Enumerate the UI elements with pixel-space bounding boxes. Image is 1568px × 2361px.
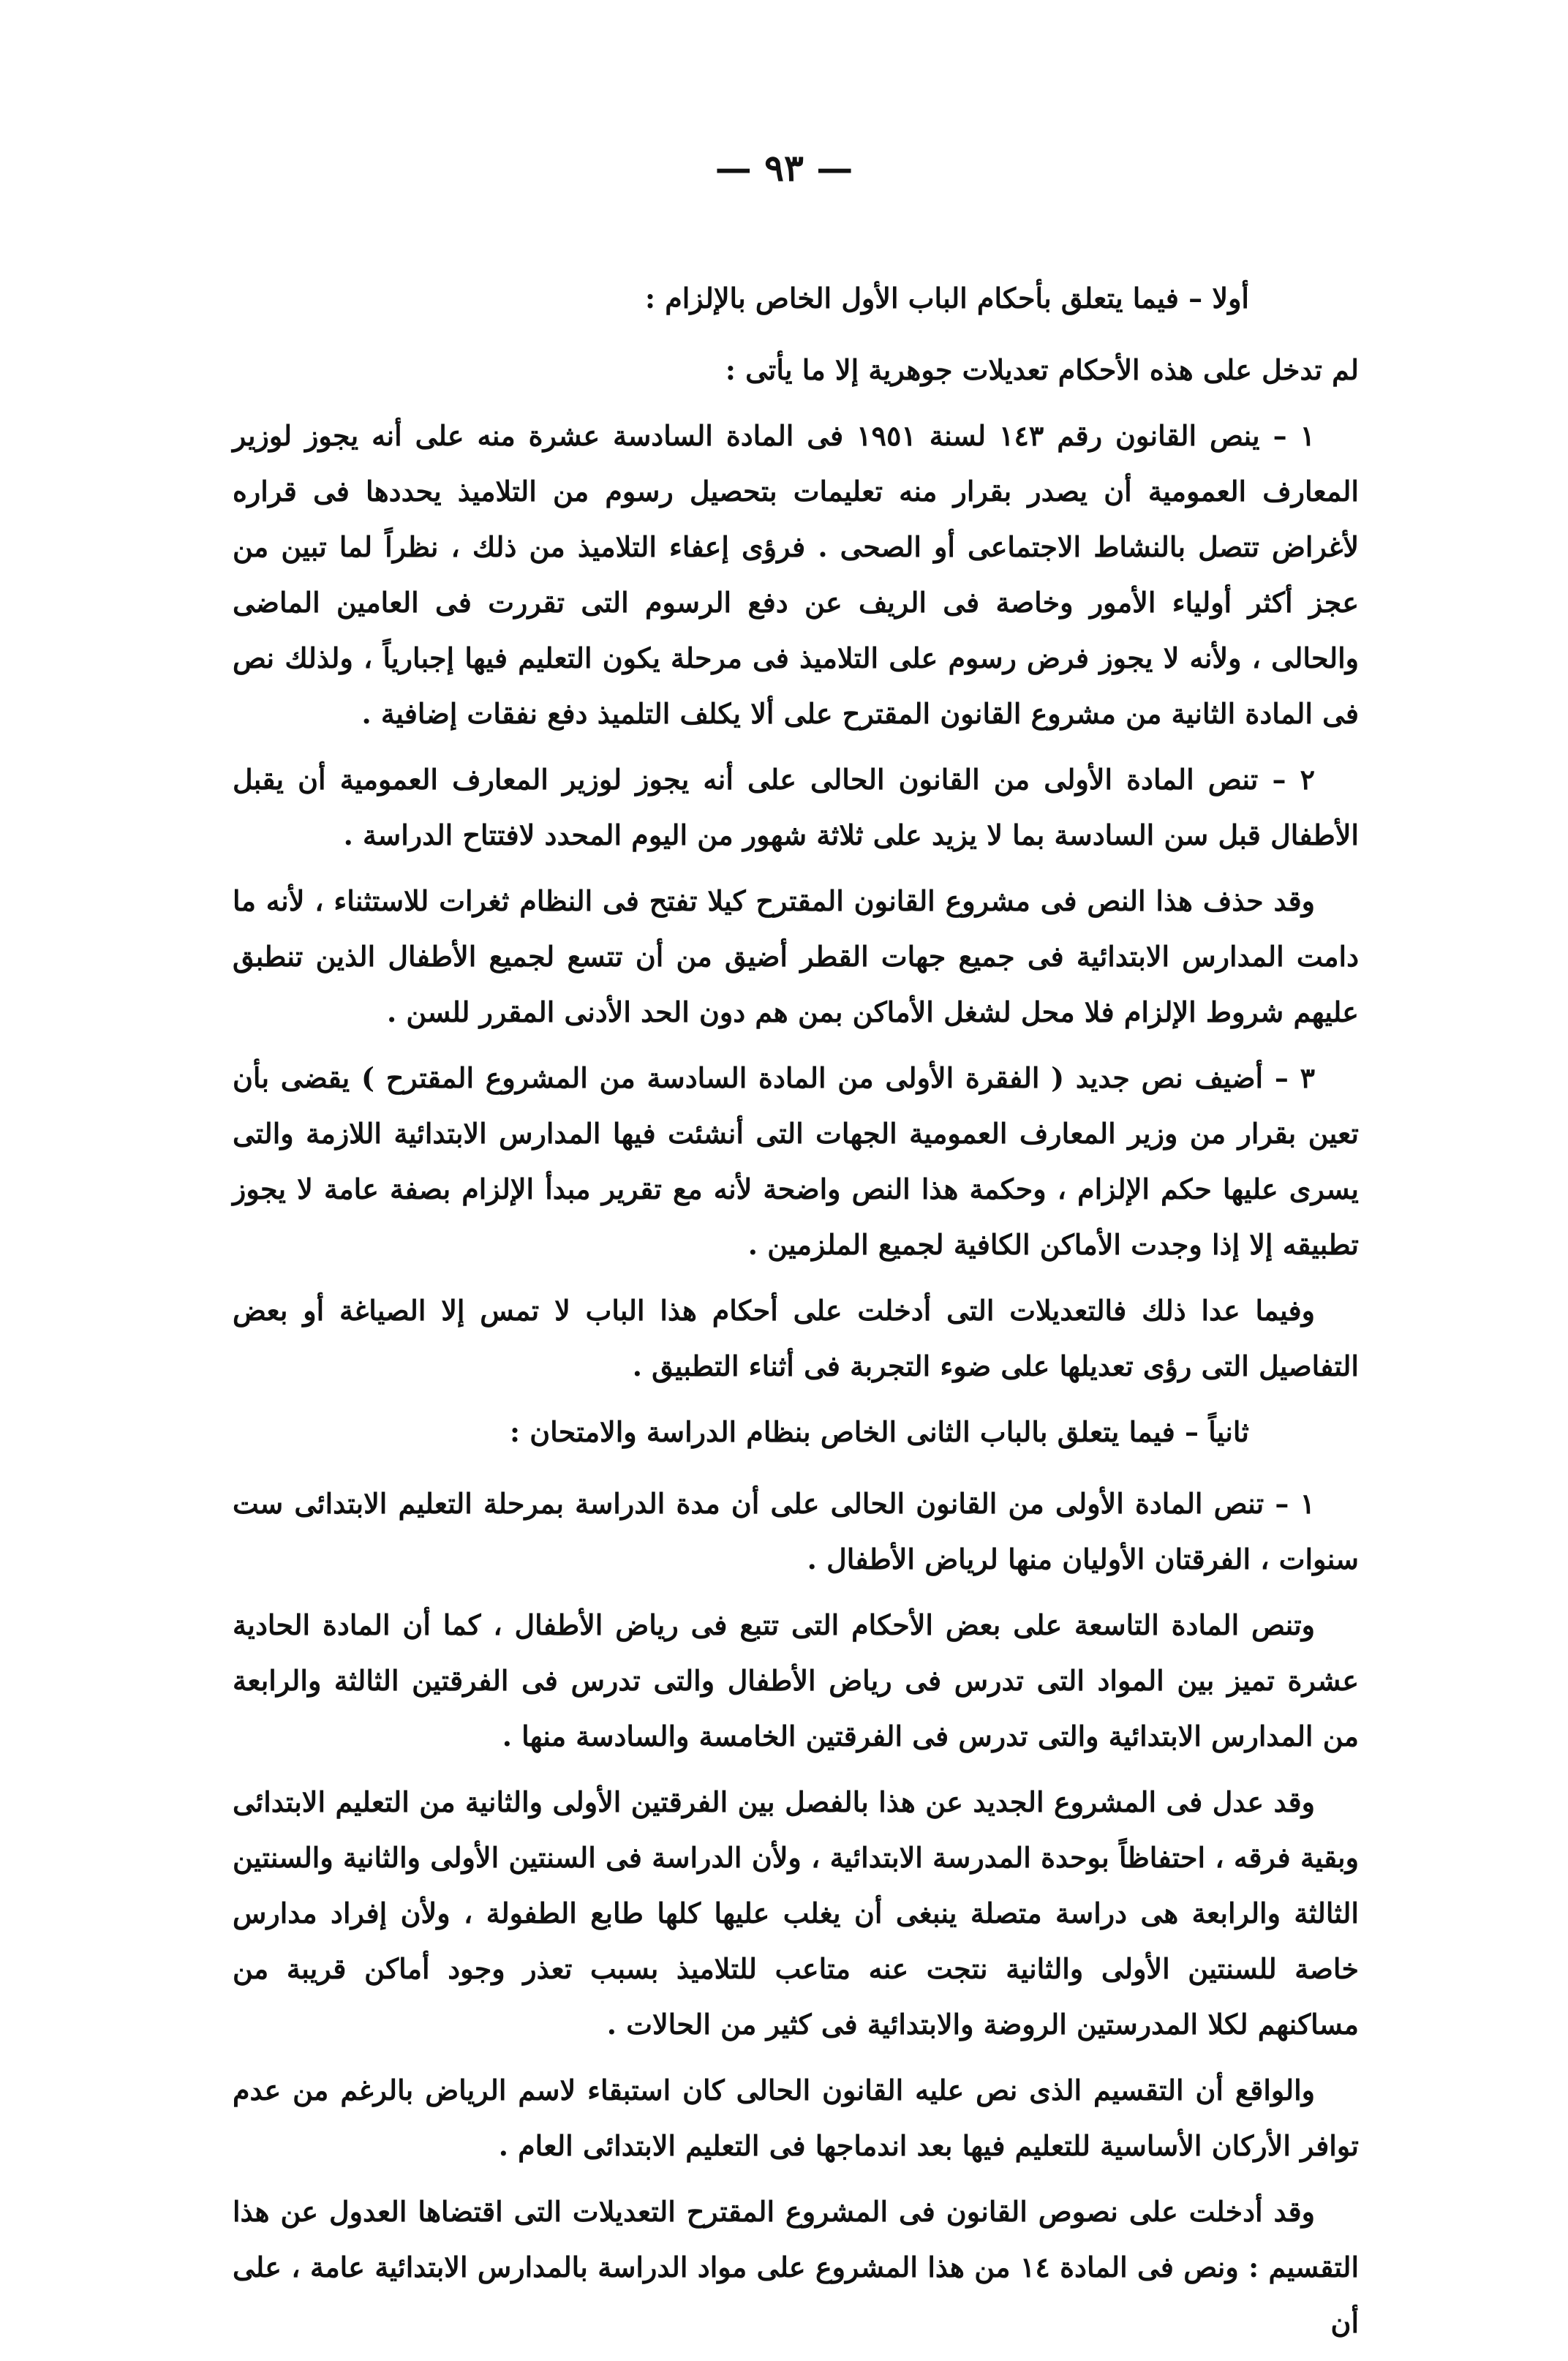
paragraph: والواقع أن التقسيم الذى نص عليه القانون الحالى كان استبقاء لاسم الرياض بالرغم من عدم توافر الأركان الأساسية للتعليم فيها بعد اندماجها فى التعليم الابتدائى العام . [233,2074,1359,2162]
paragraph: وتنص المادة التاسعة على بعض الأحكام التى تتبع فى رياض الأطفال ، كما أن المادة الحادية عشرة تميز بين المواد التى تدرس فى رياض الأطفال والتى تدرس فى الفرقتين الثالثة والرابعة من المدارس الابتدائية والتى تدرس فى الفرقتين الخامسة والسادسة منها . [233,1608,1359,1752]
paragraph: وقد عدل فى المشروع الجديد عن هذا بالفصل بين الفرقتين الأولى والثانية من التعليم الابتدائى وبقية فرقه ، احتفاظاً بوحدة المدرسة الابتدائية ، ولأن الدراسة فى السنتين الأولى والثانية والسنتين الثالثة والرابعة هى دراسة متصلة ينبغى أن يغلب عليها كلها طابع الطفولة ، ولأن إفراد مدارس خاصة للسنتين الأولى والثانية نتجت عنه متاعب للتلاميذ بسبب تعذر وجود أماكن قريبة من مساكنهم لكلا المدرستين الروضة والابتدائية فى كثير من الحالات . [233,1785,1359,2041]
paragraph: ٣ – أضيف نص جديد ( الفقرة الأولى من المادة السادسة من المشروع المقترح ) يقضى بأن تعين بقرار من وزير المعارف العمومية الجهات التى أنشئت فيها المدارس الابتدائية اللازمة والتى يسرى عليها حكم الإلزام ، وحكمة هذا النص واضحة لأنه مع تقرير مبدأ الإلزام بصفة عامة لا يجوز تطبيقه إلا إذا وجدت الأماكن الكافية لجميع الملزمين . [233,1061,1359,1261]
document-body [233,271,1359,2361]
paragraph: ٢ – تنص المادة الأولى من القانون الحالى على أنه يجوز لوزير المعارف العمومية أن يقبل الأطفال قبل سن السادسة بما لا يزيد على ثلاثة شهور من اليوم المحدد لافتتاح الدراسة . [233,763,1359,851]
paragraph: ١ – تنص المادة الأولى من القانون الحالى على أن مدة الدراسة بمرحلة التعليم الابتدائى ست سنوات ، الفرقتان الأوليان منها لرياض الأطفال . [233,1487,1359,1575]
page-number: — ٩٣ — [715,146,853,189]
paragraph: لم تدخل على هذه الأحكام تعديلات جوهرية إلا ما يأتى : [725,353,1359,386]
paragraph: وقد أدخلت على نصوص القانون فى المشروع المقترح التعديلات التى اقتضاها العدول عن هذا التقسيم : ونص فى المادة ١٤ من هذا المشروع على مواد الدراسة بالمدارس الابتدائية عامة ، على أن [233,2195,1359,2339]
section-heading-second: ثانياً – فيما يتعلق بالباب الثانى الخاص بنظام الدراسة والامتحان : [509,1415,1249,1448]
paragraph: وقد حذف هذا النص فى مشروع القانون المقترح كيلا تفتح فى النظام ثغرات للاستثناء ، لأنه ما دامت المدارس الابتدائية فى جميع جهات القطر أضيق من أن تتسع لجميع الأطفال الذين تنطبق عليهم شروط الإلزام فلا محل لشغل الأماكن بمن هم دون الحد الأدنى المقرر للسن . [233,884,1359,1028]
paragraph: وفيما عدا ذلك فالتعديلات التى أدخلت على أحكام هذا الباب لا تمس إلا الصياغة أو بعض التفاصيل التى رؤى تعديلها على ضوء التجربة فى أثناء التطبيق . [233,1294,1359,1382]
paragraph: ١ – ينص القانون رقم ١٤٣ لسنة ١٩٥١ فى المادة السادسة عشرة منه على أنه يجوز لوزير المعارف العمومية أن يصدر بقرار منه تعليمات بتحصيل رسوم من التلاميذ يحددها فى قراره لأغراض تتصل بالنشاط الاجتماعى أو الصحى . فرؤى إعفاء التلاميذ من ذلك ، نظراً لما تبين من عجز أكثر أولياء الأمور وخاصة فى الريف عن دفع الرسوم التى تقررت فى العامين الماضى والحالى ، ولأنه لا يجوز فرض رسوم على التلاميذ فى مرحلة يكون التعليم فيها إجبارياً ، ولذلك نص فى المادة الثانية من مشروع القانون المقترح على ألا يكلف التلميذ دفع نفقات إضافية . [233,419,1359,730]
section-heading-first: أولا – فيما يتعلق بأحكام الباب الأول الخاص بالإلزام : [644,282,1249,315]
